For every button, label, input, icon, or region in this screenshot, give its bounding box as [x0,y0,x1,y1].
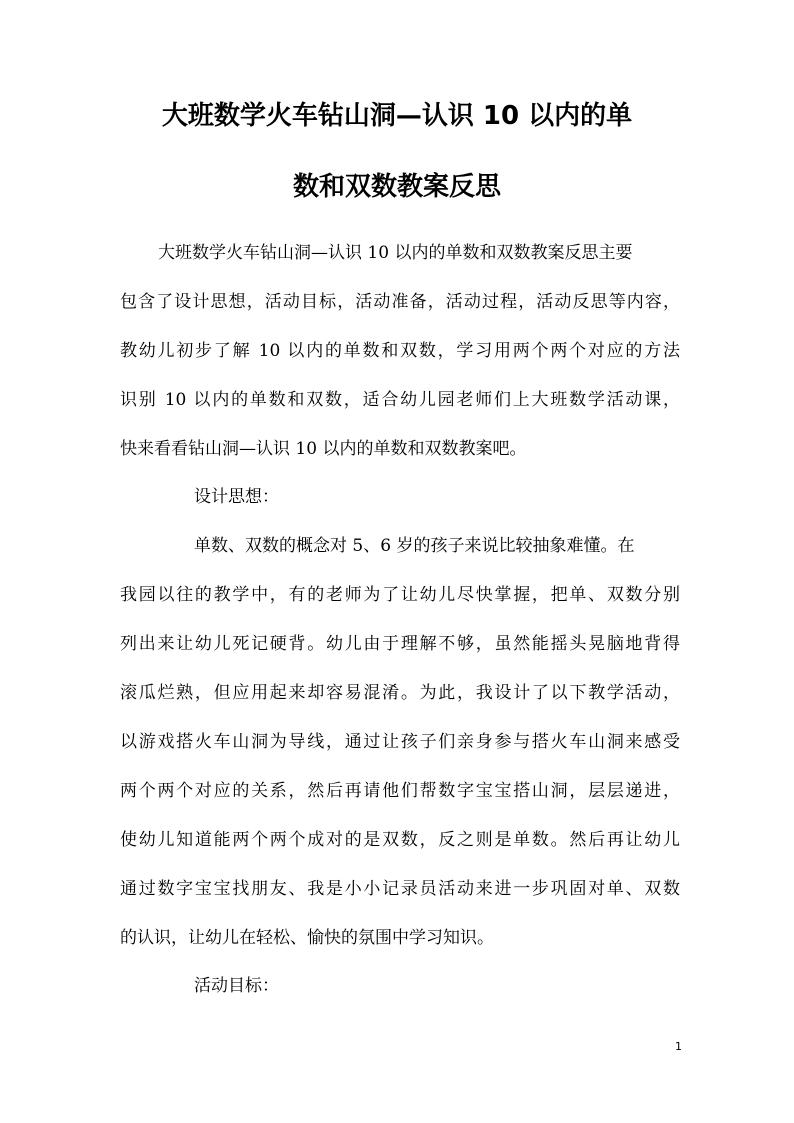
design-line-9: 的认识，让幼儿在轻松、愉快的氛围中学习知识。 [120,928,494,948]
document-title-line-1: 大班数学火车钻山洞—认识 10 以内的单 [161,101,633,131]
goals-heading: 活动目标： [194,976,279,996]
design-line-1: 单数、双数的概念对 5、6 岁的孩子来说比较抽象难懂。在 [194,536,635,556]
intro-line-2: 包含了设计思想，活动目标，活动准备，活动过程，活动反思等内容， [120,292,680,312]
design-line-2: 我园以往的教学中，有的老师为了让幼儿尽快掌握，把单、双数分别 [120,585,680,605]
intro-line-4: 识别 10 以内的单数和双数，适合幼儿园老师们上大班数学活动课， [120,390,680,410]
intro-line-5: 快来看看钻山洞—认识 10 以内的单数和双数教案吧。 [120,439,527,459]
design-line-8: 通过数字宝宝找朋友、我是小小记录员活动来进一步巩固对单、双数 [120,879,680,899]
design-line-3: 列出来让幼儿死记硬背。幼儿由于理解不够，虽然能摇头晃脑地背得 [120,634,680,654]
document-title-line-2: 数和双数教案反思 [292,172,501,202]
page-number: 1 [675,1040,682,1053]
design-heading: 设计思想： [194,487,279,507]
design-line-6: 两个两个对应的关系，然后再请他们帮数字宝宝搭山洞，层层递进， [120,781,680,801]
intro-line-3: 教幼儿初步了解 10 以内的单数和双数，学习用两个两个对应的方法 [120,341,680,361]
design-line-5: 以游戏搭火车山洞为导线，通过让孩子们亲身参与搭火车山洞来感受 [120,732,680,752]
design-line-7: 使幼儿知道能两个两个成对的是双数，反之则是单数。然后再让幼儿 [120,830,680,850]
intro-line-1: 大班数学火车钻山洞—认识 10 以内的单数和双数教案反思主要 [158,243,633,263]
design-line-4: 滚瓜烂熟，但应用起来却容易混淆。为此，我设计了以下教学活动， [120,683,680,703]
